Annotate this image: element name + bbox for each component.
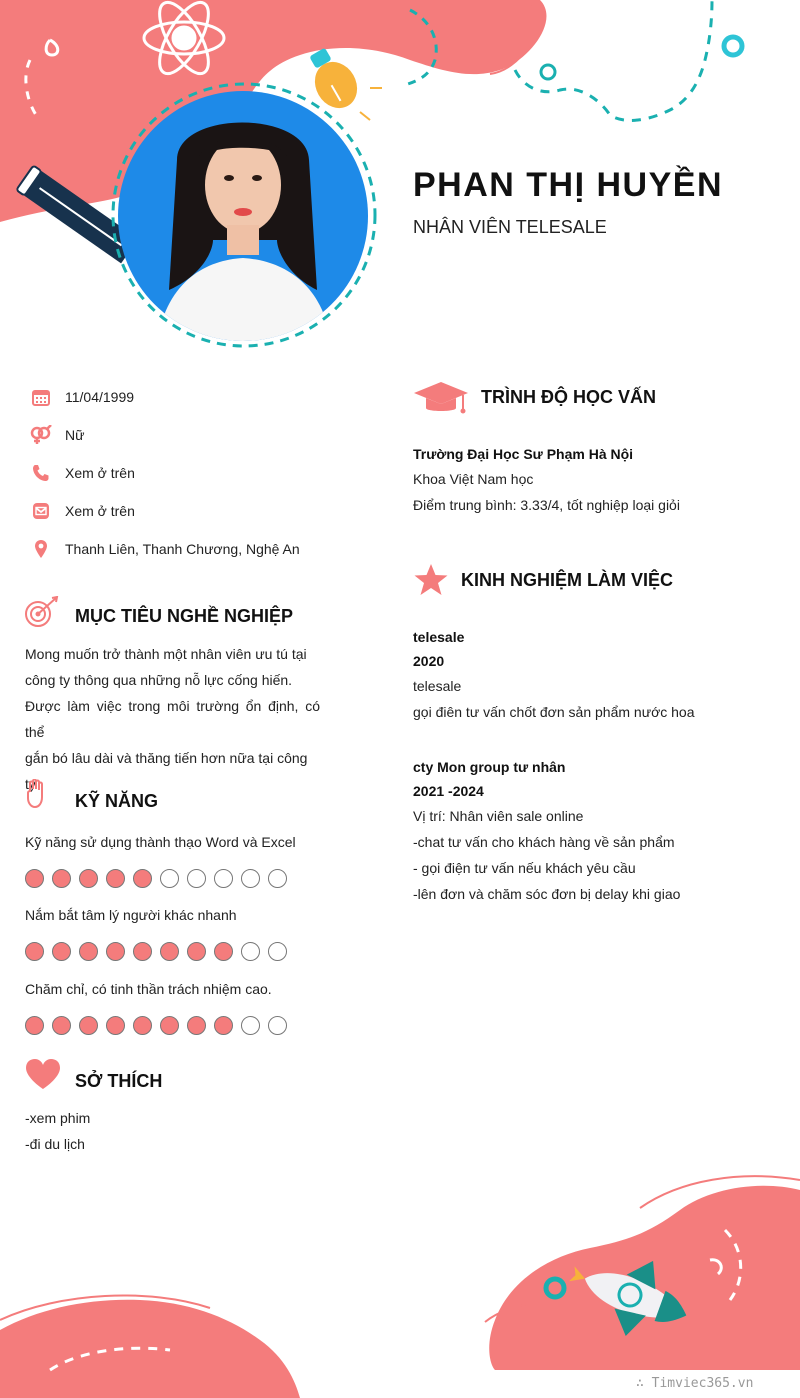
bottom-right-decoration [480,1170,800,1370]
rating-dot-filled [160,1016,179,1035]
rating-dot-filled [79,869,98,888]
hobbies-title: SỞ THÍCH [75,1071,163,1091]
job-detail: Vị trí: Nhân viên sale online [413,808,584,824]
rating-dot-filled [79,942,98,961]
objective-text [25,641,320,797]
job-detail: -chat tư vấn cho khách hàng về sản phẩm [413,834,675,850]
contact-dob-text: 11/04/1999 [65,389,135,405]
contact-email-text: Xem ở trên [65,503,135,519]
objective-line: ty [25,776,36,792]
objective-line: gắn bó lâu dài và thăng tiến hơn nữa tại công [25,750,308,766]
skill-rating [25,1016,287,1035]
rating-dot-filled [25,869,44,888]
skill-rating [25,869,287,888]
job-company: telesale [413,629,465,645]
rating-dot-filled [79,1016,98,1035]
experience-title: KINH NGHIỆM LÀM VIỆC [461,570,674,590]
candidate-job-title: NHÂN VIÊN TELESALE [413,217,607,237]
education-school: Trường Đại Học Sư Phạm Hà Nội [413,446,634,462]
contact-address-text: Thanh Liên, Thanh Chương, Nghệ An [65,541,300,557]
rating-dot-filled [214,942,233,961]
objective-line: Được làm việc trong môi trường ổn định, có thể [25,698,320,740]
objective-title: MỤC TIÊU NGHỀ NGHIỆP [75,606,294,626]
rating-dot-filled [133,869,152,888]
education-major: Khoa Việt Nam học [413,471,534,487]
skill-label: Nắm bắt tâm lý người khác nhanh [25,907,237,923]
rating-dot-filled [133,942,152,961]
job-detail: gọi điên tư vấn chốt đơn sản phẩm nước hoa [413,704,695,720]
contact-gender [30,423,360,447]
contact-phone-text: Xem ở trên [65,465,135,481]
rating-dot-filled [52,1016,71,1035]
rating-dot-empty [187,869,206,888]
bottom-left-decoration [0,1290,310,1398]
candidate-name: PHAN THỊ HUYỀN [413,166,724,204]
rating-dot-empty [214,869,233,888]
graduation-cap-icon [413,380,469,416]
education-title: TRÌNH ĐỘ HỌC VẤN [481,387,656,407]
skill-label: Chăm chỉ, có tinh thần trách nhiệm cao. [25,981,272,997]
education-gpa: Điểm trung bình: 3.33/4, tốt nghiệp loại giỏi [413,497,680,513]
skill-label: Kỹ năng sử dụng thành thạo Word và Excel [25,834,296,850]
rating-dot-empty [268,1016,287,1035]
email-icon [30,500,52,522]
rating-dot-filled [187,942,206,961]
rating-dot-empty [241,869,260,888]
contact-email [30,499,360,523]
hobby-item: -xem phim [25,1110,91,1126]
calendar-icon [30,386,52,408]
target-icon [24,596,60,628]
gender-icon [30,424,52,446]
contact-phone [30,461,360,485]
skill-rating [25,942,287,961]
rating-dot-filled [52,869,71,888]
job-detail: - gọi điện tư vấn nếu khách yêu cầu [413,860,636,876]
rating-dot-empty [160,869,179,888]
profile-photo [117,90,369,342]
rating-dot-filled [160,942,179,961]
rating-dot-empty [241,1016,260,1035]
location-icon [30,538,52,560]
hand-icon [26,779,48,809]
rating-dot-filled [106,1016,125,1035]
rating-dot-filled [25,1016,44,1035]
rating-dot-empty [241,942,260,961]
skills-title: KỸ NĂNG [75,791,159,811]
contact-dob [30,385,360,409]
contact-gender-text: Nữ [65,427,85,443]
job-detail: telesale [413,678,462,694]
rating-dot-filled [52,942,71,961]
objective-line: Mong muốn trở thành một nhân viên ưu tú tại [25,646,307,662]
rating-dot-filled [25,942,44,961]
rating-dot-filled [187,1016,206,1035]
rating-dot-filled [133,1016,152,1035]
objective-line: công ty thông qua những nỗ lực cống hiến. [25,672,293,688]
rating-dot-filled [106,869,125,888]
hobby-item: -đi du lịch [25,1136,85,1152]
rating-dot-filled [214,1016,233,1035]
phone-icon [30,462,52,484]
job-period: 2021 -2024 [413,783,484,799]
job-detail: -lên đơn và chăm sóc đơn bị delay khi giao [413,886,681,902]
rating-dot-empty [268,869,287,888]
rating-dot-empty [268,942,287,961]
job-period: 2020 [413,653,445,669]
watermark: ∴ Timviec365.vn [636,1376,754,1391]
star-icon [413,563,449,597]
job-company: cty Mon group tư nhân [413,759,566,775]
rating-dot-filled [106,942,125,961]
heart-icon [25,1058,61,1090]
contact-address [30,537,360,561]
